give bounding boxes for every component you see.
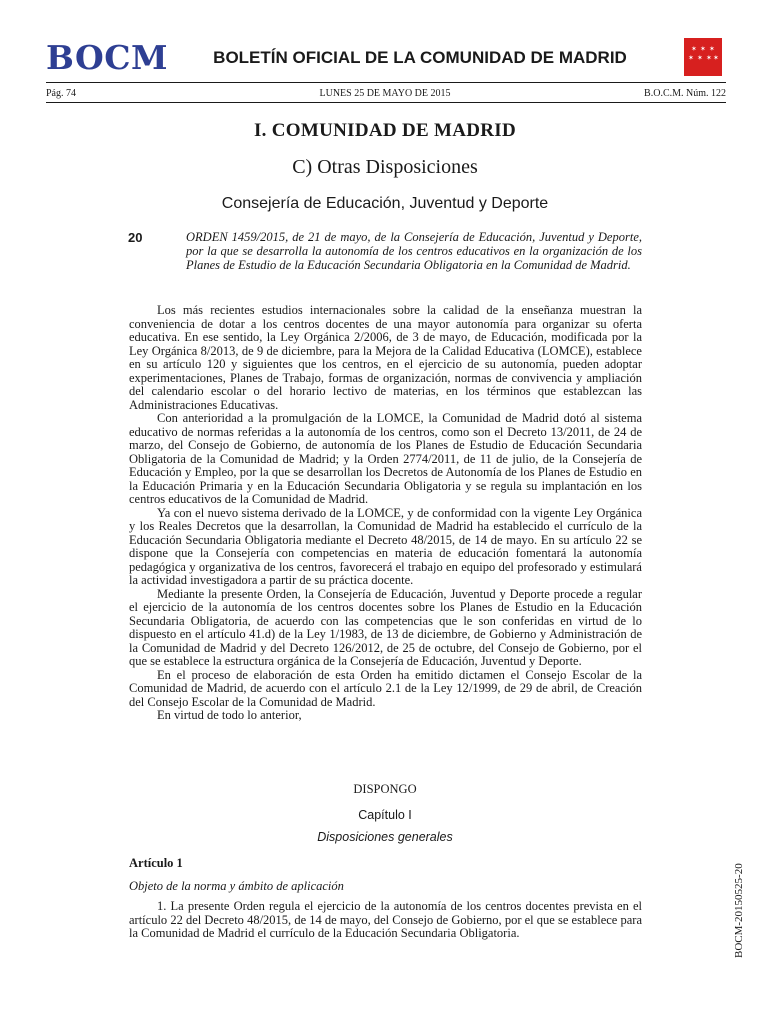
section-title: I. COMUNIDAD DE MADRID bbox=[253, 120, 517, 141]
side-code: BOCM-20150525-20 bbox=[733, 863, 745, 958]
paragraph: Ya con el nuevo sistema derivado de la LOMCE, y de conformidad con la vigente Ley Orgánica y los Reales Decretos que la desarrollan, la Comunidad de Madrid ha establecido el currículo de la Educación Secundaria Obligatoria mediante el Decreto 48/2015, de 14 de mayo. En su artículo 22 se dispone que la Consejería con competencias en materia de educación fomentará la autonomía pedagógica y organizativa de los centros, favorecerá el trabajo en equipo del profesorado y estimulará la actividad investigadora a partir de su práctica docente. bbox=[129, 505, 642, 587]
header-subrule bbox=[46, 102, 726, 103]
paragraph: Los más recientes estudios internacionales sobre la calidad de la enseñanza muestran la conveniencia de dotar a los centros docentes de una mayor autonomía para organizar su oferta educativa. En ese sentido, la Ley Orgánica 2/2006, de 3 de mayo, de Educación, modificada por la Ley Orgánica 8/2013, de 9 de diciembre, para la Mejora de la Calidad Educativa (LOMCE), establece en su artículo 120 y siguientes que los centros, en el ejercicio de su autonomía, pueden adoptar experimentaciones, Planes de Trabajo, formas de organización, normas de convivencia y ampliación del calendario escolar o del horario lectivo de materias, en los términos que establezcan las Administraciones Educativas. bbox=[129, 303, 642, 412]
issue-number: B.O.C.M. Núm. 122 bbox=[644, 88, 726, 99]
preamble bbox=[129, 304, 642, 723]
article-title: Artículo 1 bbox=[129, 856, 183, 870]
issue-date: LUNES 25 DE MAYO DE 2015 bbox=[319, 88, 451, 99]
madrid-flag-icon: ✶ ✶ ✶ ✶ ✶ ✶ ✶ bbox=[684, 38, 722, 76]
dispongo-heading: DISPONGO bbox=[353, 782, 417, 796]
article-text: 1. La presente Orden regula el ejercicio de la autonomía de los centros docentes prevista en el artículo 22 del Decreto 48/2015, de 14 de mayo, del Consejo de Gobierno, por el que se establece para la Comunidad de Madrid el currículo de la Educación Secundaria Obligatoria. bbox=[129, 899, 642, 940]
order-number: 20 bbox=[128, 230, 143, 245]
article-subtitle: Objeto de la norma y ámbito de aplicación bbox=[129, 879, 344, 893]
page-number: Pág. 74 bbox=[46, 88, 76, 99]
paragraph: En el proceso de elaboración de esta Orden ha emitido dictamen el Consejo Escolar de la Comunidad de Madrid, de acuerdo con el artículo 2.1 de la Ley 12/1999, de 29 de abril, de Creación del Consejo Escolar de la Comunidad de Madrid. bbox=[129, 667, 642, 709]
department-title: Consejería de Educación, Juventud y Deporte bbox=[221, 195, 549, 212]
header-rule bbox=[46, 82, 726, 83]
chapter-title: Disposiciones generales bbox=[317, 830, 453, 844]
chapter-heading: Capítulo I bbox=[358, 808, 412, 822]
section-subtitle: C) Otras Disposiciones bbox=[292, 156, 478, 178]
bocm-logo: BOCM bbox=[46, 38, 169, 77]
bulletin-title: BOLETÍN OFICIAL DE LA COMUNIDAD DE MADRID bbox=[213, 48, 627, 67]
order-title: ORDEN 1459/2015, de 21 de mayo, de la Consejería de Educación, Juventud y Deporte, por la que se desarrolla la autonomía de los centros educativos en la organización de los Planes de Estudio de la Educación Secundaria Obligatoria en la Comunidad de Madrid. bbox=[186, 230, 642, 272]
paragraph: En virtud de todo lo anterior, bbox=[157, 708, 302, 722]
paragraph: Con anterioridad a la promulgación de la LOMCE, la Comunidad de Madrid dotó al sistema educativo de normas referidas a la autonomía de los centros, como son el Decreto 13/2011, de 24 de marzo, del Consejo de Gobierno, de autonomía de los Planes de Estudio de Educación Secundaria Obligatoria de la Comunidad de Madrid; y la Orden 2774/2011, de 11 de julio, de la Consejería de Educación y Empleo, por la que se desarrollan los Decretos de Autonomía de los Planes de Estudio en la Educación Primaria y en la Educación Secundaria Obligatoria y se regula su implantación en los centros educativos de la Comunidad de Madrid. bbox=[129, 411, 642, 506]
paragraph: Mediante la presente Orden, la Consejería de Educación, Juventud y Deporte procede a regular el ejercicio de la autonomía de los centros docentes sobre los Planes de Estudio en la Educación Secundaria Obligatoria, de acuerdo con las competencias que le son conferidas en virtud de lo dispuesto en el artículo 41.d) de la Ley 1/1983, de 13 de diciembre, de Gobierno y Administración de la Comunidad de Madrid y del Decreto 126/2012, de 25 de octubre, del Consejo de Gobierno, por el que se establece la estructura orgánica de la Consejería de Educación, Juventud y Deporte. bbox=[129, 586, 642, 668]
